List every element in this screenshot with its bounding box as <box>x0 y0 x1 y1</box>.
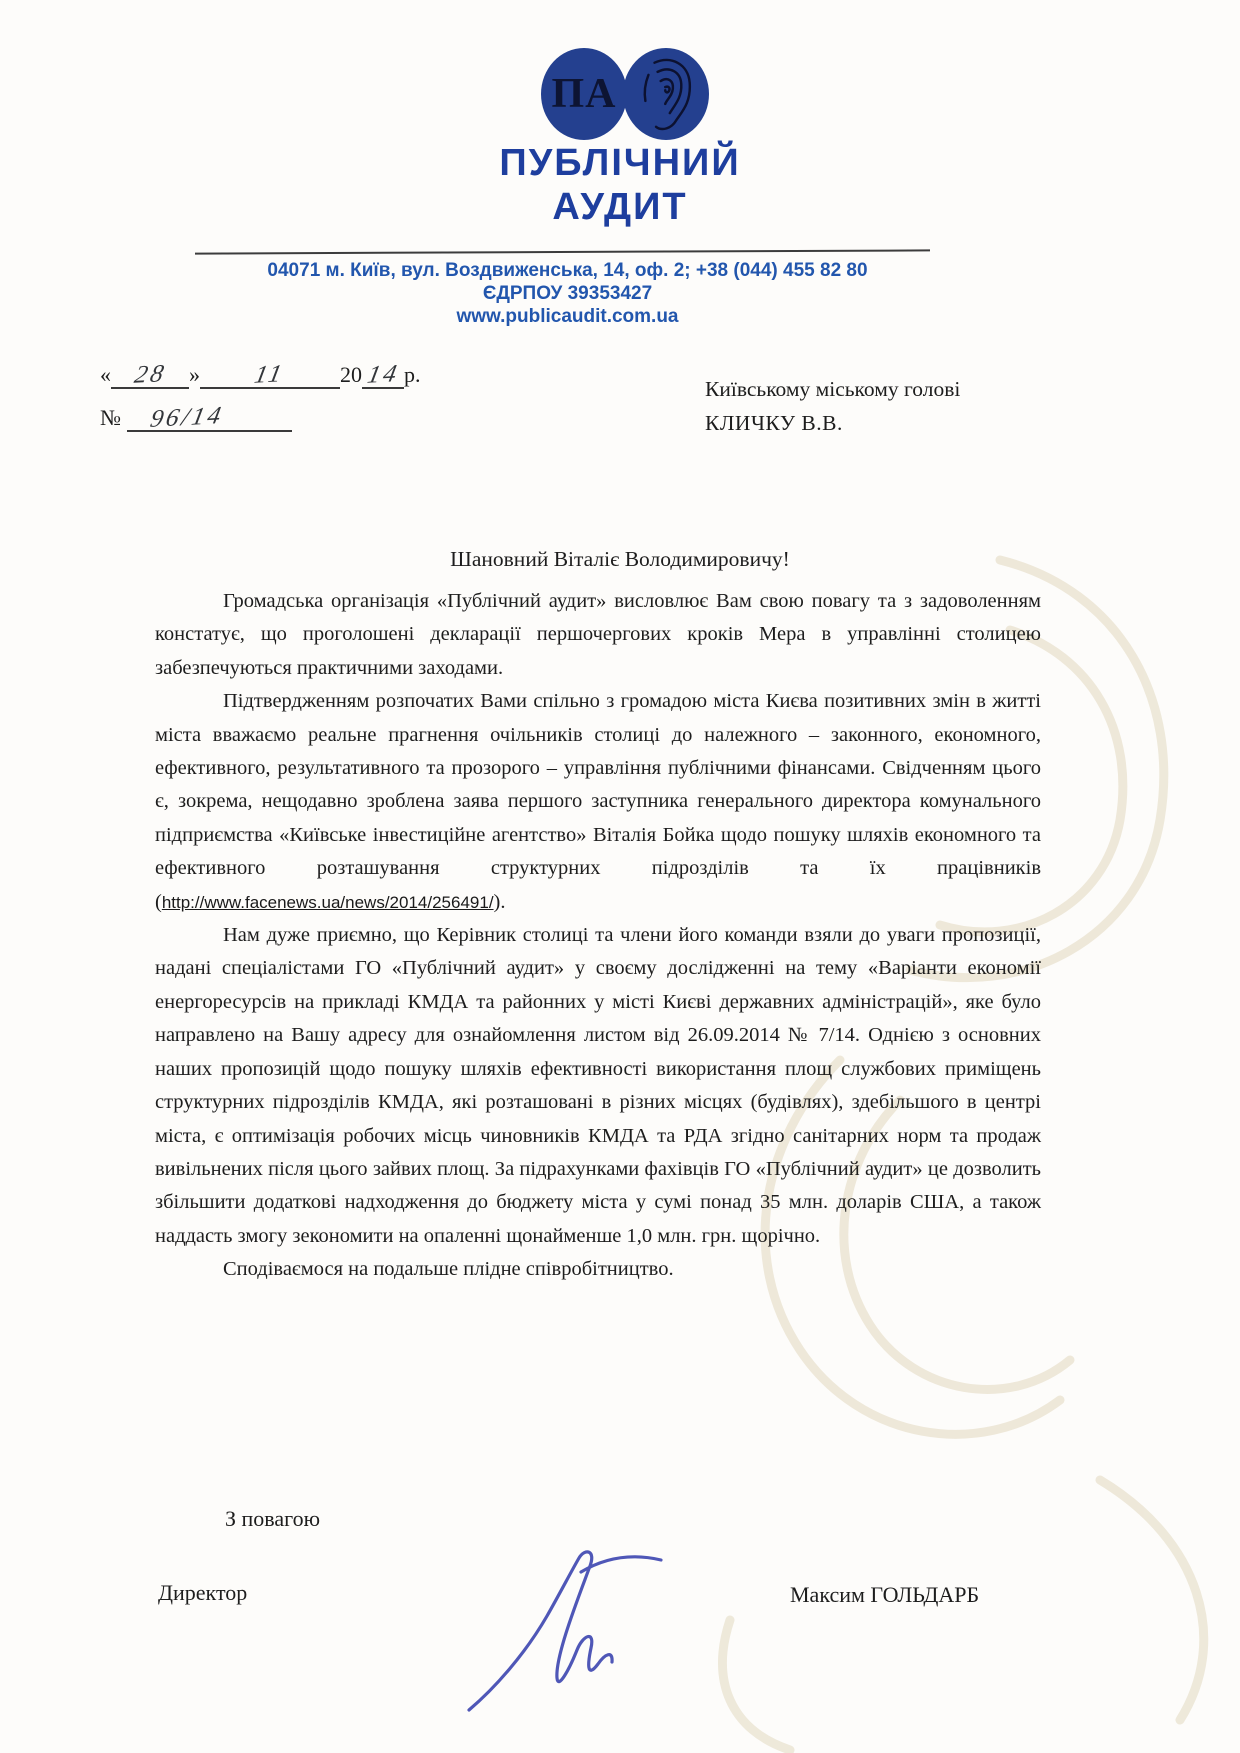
org-edrpou: ЄДРПОУ 39353427 <box>482 283 653 304</box>
recipient-block <box>705 372 960 440</box>
letterhead-divider <box>195 249 930 254</box>
salutation: Шановний Віталіє Володимировичу! <box>450 547 790 571</box>
closing-regards: З повагою <box>225 1506 321 1531</box>
date-month-blank <box>200 362 340 389</box>
date-year-suffix: р. <box>404 362 421 387</box>
number-blank <box>127 402 292 433</box>
body-paragraph-4: Сподіваємося на подальше плідне співробітництво. <box>223 1258 674 1281</box>
body-paragraph-1: Громадська організація «Публічний аудит» висловлює Вам свою повагу та з задоволенням констатує, що проголошені декларації першочергових кроків Мера в управлінні столицею забезпечуються практичними заходами. <box>155 590 1041 679</box>
handwritten-year: 14 <box>364 360 402 389</box>
logo-initials-circle <box>541 48 627 140</box>
facenews-link[interactable]: http://www.facenews.ua/news/2014/256491/ <box>161 892 494 912</box>
date-year-blank <box>362 362 404 389</box>
date-quote-open: « <box>100 362 111 387</box>
body-paragraph-2-end: ). <box>493 890 506 913</box>
recipient-title: Київському міському голові <box>705 377 961 401</box>
recipient-name: КЛИЧКУ В.В. <box>705 411 843 435</box>
org-name-line1: ПУБЛІЧНИЙ <box>499 142 741 184</box>
number-label: № <box>100 405 121 430</box>
org-website: www.publicaudit.com.ua <box>456 306 679 327</box>
body-paragraph-3: Нам дуже приємно, що Керівник столиці та члени його команди взяли до уваги пропозиції, надані спеціалістами ГО «Публічний аудит» у своєму дослідженні на тему «Варіанти економії енергоресурсів на прикладі КМДА та районних у місті Києві державних адміністрацій», яке було направлено на Вашу адресу для ознайомлення листом від 26.09.2014 № 7/14. Однією з основних наших пропозицій щодо пошуку шляхів ефективності використання площ службових приміщень структурних підрозділів КМДА, які розташовані в різних місцях (будівлях), здебільшого в центрі міста, є оптимізація робочих місць чиновників КМДА та РДА згідно санітарних норм та продаж вивільнених після цього зайвих площ. За підрахунками фахівців ГО «Публічний аудит» це дозволить збільшити додаткові надходження до бюджету міста у сумі понад 35 млн. доларів США, а також наддасть змогу зекономити на опаленні щонайменше 1,0 млн. грн. щорічно. <box>155 924 1041 1247</box>
logo-ear-circle <box>623 48 709 140</box>
date-quote-close: » <box>189 362 200 387</box>
body-paragraph-2 <box>155 685 1041 919</box>
ear-icon <box>631 52 701 136</box>
handwritten-day: 28 <box>131 360 169 389</box>
handwritten-number: 96/14 <box>147 402 226 433</box>
signer-position: Директор <box>158 1580 248 1605</box>
date-day-blank <box>111 362 189 389</box>
date-year-prefix: 20 <box>340 362 362 387</box>
org-name-line2: АУДИТ <box>552 186 688 228</box>
letter-body <box>155 585 1041 1287</box>
logo-initials: ПА <box>551 71 617 117</box>
letterhead-contact-block <box>145 259 990 328</box>
org-name <box>300 141 940 229</box>
number-line <box>100 402 421 433</box>
reference-block <box>100 362 421 432</box>
handwritten-signature <box>455 1538 675 1728</box>
org-logo <box>541 48 709 140</box>
body-paragraph-2-text: Підтвердженням розпочатих Вами спільно з громадою міста Києва позитивних змін в житті міста вважаємо реальне прагнення очільників столиці до належного – законного, економного, ефективного, результативного та прозорого – управління публічними фінансами. Свідченням цього є, зокрема, нещодавно зроблена заява першого заступника генерального директора комунального підприємства «Київське інвестиційне агентство» Віталія Бойка щодо пошуку шляхів економного та ефективного розташування структурних підрозділів та їх працівників ( <box>155 690 1041 913</box>
org-address: 04071 м. Київ, вул. Воздвиженська, 14, оф. 2; +38 (044) 455 82 80 <box>267 260 868 281</box>
date-line <box>100 362 421 389</box>
handwritten-month: 11 <box>252 360 288 389</box>
signer-name: Максим ГОЛЬДАРБ <box>790 1582 980 1607</box>
